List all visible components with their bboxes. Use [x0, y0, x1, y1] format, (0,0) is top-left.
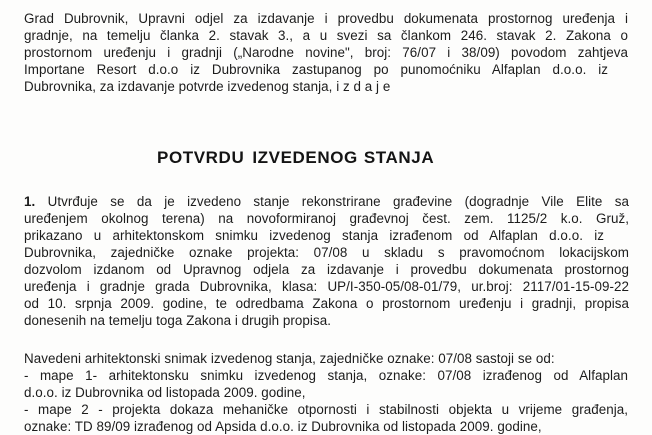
section2-line-1: Navedeni arhitektonski snimak izvedenog stanja, zajedničke oznake: 07/08 sastoji se od: — [24, 351, 555, 366]
intro-line-2: gradnje, na temelju članka 2. stavak 3., a u svezi sa člankom 246. stavak 2. Zakona o — [24, 28, 628, 43]
section1-first-line-text: Utvrđuje se da je izvedeno stanje rekonstrirane građevine (dogradnje Vile Elite sa — [35, 194, 629, 209]
title-word-3: STANJA — [363, 148, 435, 167]
section2-line-4: - mape 2 - projekta dokaza mehaničke otpornosti i stabilnosti objekta u vrijeme građenja, — [24, 402, 628, 417]
section1-line-8: donesenih na temelju toga Zakona i drugih propisa. — [24, 313, 331, 328]
document-title — [157, 148, 434, 168]
title-word-2: IZVEDENOG — [252, 148, 358, 167]
section1-line-1 — [24, 194, 629, 210]
section1-number: 1. — [24, 194, 36, 209]
section1-line-7: od 10. srpnja 2009. godine, te odredbama Zakona o prostornom uređenju i gradnji, propisa — [24, 296, 629, 311]
intro-line-5: Dubrovnika, za izdavanje potvrde izvedenog stanja, i z d a j e — [24, 79, 391, 94]
section1-line-2: uređenjem okolnog terena) na novoformiranoj građevnoj čest. zem. 1125/2 k.o. Gruž, — [24, 211, 629, 226]
section1-line-3: prikazano u arhitektonskom snimku izvedenog stanja izrađenom od Alfaplan d.o.o. iz — [24, 228, 604, 243]
section2-line-5: oznake: TD 89/09 izrađenog od Apsida d.o.o. iz Dubrovnika od listopada 2009. godine, — [24, 419, 542, 434]
intro-line-4: Importane Resort d.o.o iz Dubrovnika zastupanog po punomoćniku Alfaplan d.o.o. iz — [24, 62, 608, 77]
section2-line-3: d.o.o. iz Dubrovnika od listopada 2009. godine, — [24, 385, 306, 400]
intro-line-1: Grad Dubrovnik, Upravni odjel za izdavanje i provedbu dokumenata prostornog uređenja i — [24, 11, 628, 26]
section1-line-4: Dubrovnika, zajedničke oznake projekta: 07/08 u skladu s pravomoćnom lokacijskom — [24, 245, 629, 260]
section1-line-5: dozvolom izdanom od Upravnog odjela za izdavanje i provedbu dokumenata prostornog — [24, 262, 629, 277]
intro-line-3: prostornom uređenju i gradnji („Narodne novine", broj: 76/07 i 38/09) povodom zahtjeva — [24, 45, 628, 60]
title-word-1: POTVRDU — [157, 148, 245, 167]
section2-line-2: - mape 1- arhitektonsku snimku izvedenog stanja, oznake: 07/08 izrađenog od Alfaplan — [24, 368, 628, 383]
section1-line-6: uređenja i gradnje grada Dubrovnika, klasa: UP/I-350-05/08-01/79, ur.broj: 2117/01-15-09-22 — [24, 279, 629, 294]
